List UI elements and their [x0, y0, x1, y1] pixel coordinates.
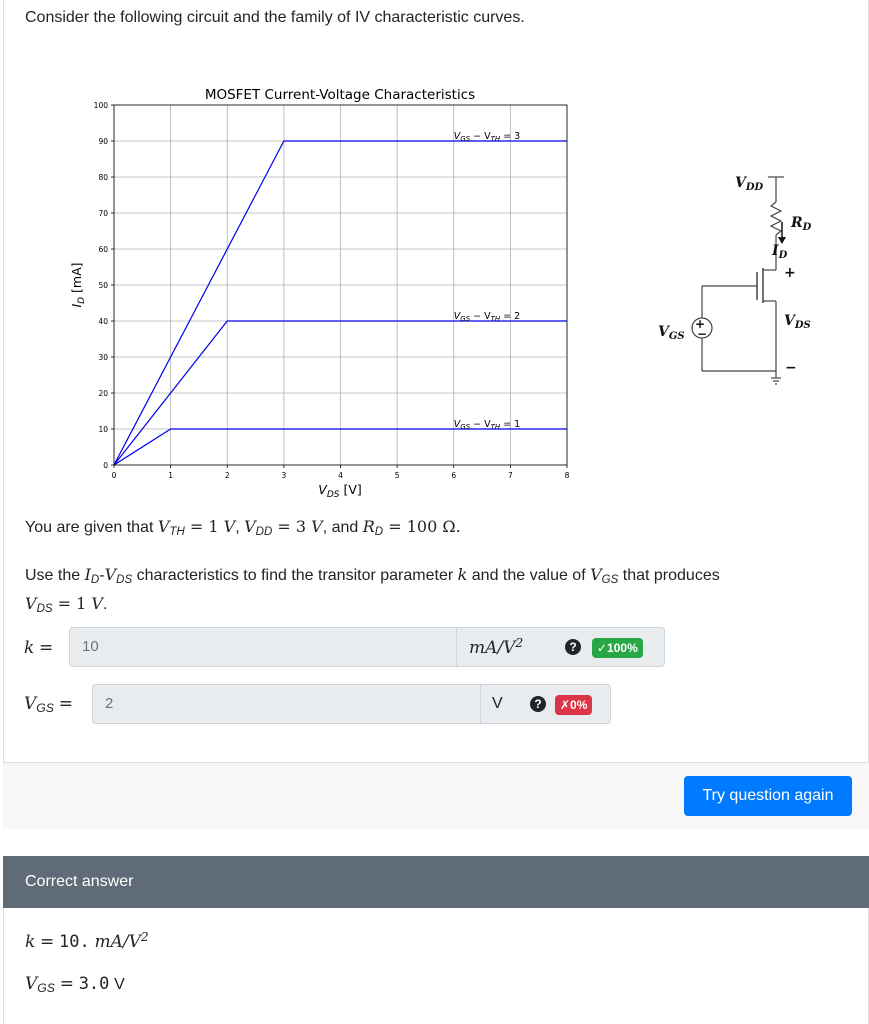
vds-label: $V_{DS}$ — [784, 313, 811, 331]
series-label-3: $V_{GS} - V_{TH} = 3$ — [453, 131, 521, 143]
y-tick-label: 80 — [98, 173, 108, 182]
question-intro: Consider the following circuit and the family of IV characteristic curves. — [25, 9, 525, 26]
y-axis-label: $I_D$ [mA] — [69, 262, 87, 308]
x-tick-labels — [112, 471, 570, 480]
y-tick-label: 10 — [98, 425, 108, 434]
rd-label: $R_D$ — [791, 215, 812, 233]
y-tick-label: 50 — [98, 281, 108, 290]
x-tick-label: 6 — [451, 471, 457, 480]
x-axis-label: $V_{DS}$ [V] — [318, 482, 362, 500]
y-tick-label: 30 — [98, 353, 108, 362]
series-label-1: $V_{GS} - V_{TH} = 1$ — [453, 419, 521, 431]
x-tick-label: 1 — [168, 471, 174, 480]
k-help-icon[interactable]: ? — [565, 639, 581, 655]
k-unit: $mA/V^2$ — [457, 627, 665, 667]
correct-k: k = 10. $mA/V^2$ — [25, 930, 149, 953]
vds-plus: + — [784, 265, 796, 281]
svg-text:−: − — [696, 327, 708, 341]
correct-answer-header: Correct answer — [3, 856, 869, 908]
y-tick-label: 60 — [98, 245, 108, 254]
mosfet-circuit — [640, 160, 830, 400]
try-again-button[interactable]: Try question again — [684, 776, 852, 816]
chart-grid — [111, 105, 567, 468]
y-tick-label: 0 — [103, 461, 108, 470]
y-tick-label: 20 — [98, 389, 108, 398]
resistor-rd — [771, 202, 781, 235]
chart-title: MOSFET Current-Voltage Characteristics — [204, 87, 476, 103]
instruction-statement: Use the $I_D-V_{DS}$ characteristics to find the transitor parameter k and the value of $V_{GS}$ that produces $V_{DS} = 1$ V. — [25, 565, 720, 615]
correct-answer-body — [3, 908, 869, 1024]
x-tick-label: 0 — [111, 471, 117, 480]
iv-chart — [55, 80, 585, 505]
vgs-help-icon[interactable]: ? — [530, 696, 546, 712]
y-tick-label: 100 — [93, 101, 108, 110]
vgs-label: $V_{GS}$ = — [24, 694, 73, 716]
y-tick-label: 40 — [98, 317, 108, 326]
k-input[interactable]: 10 — [69, 627, 457, 667]
series-label-2: $V_{GS} - V_{TH} = 2$ — [453, 311, 521, 323]
vdd-label: $V_{DD}$ — [735, 175, 764, 193]
vgs-score-badge: ✗0% — [555, 695, 592, 715]
vgs-unit: V — [481, 684, 611, 724]
k-score-badge: ✓100% — [592, 638, 643, 658]
x-tick-label: 3 — [281, 471, 287, 480]
y-tick-label: 90 — [98, 137, 108, 146]
vds-minus: − — [785, 360, 797, 376]
given-statement: You are given that $V_{TH} = 1$ V, $V_{DD} = 3$ V, and $R_D = 100$ Ω. — [25, 517, 461, 538]
vgs-label: $V_{GS}$ — [658, 324, 685, 342]
svg-text:+: + — [694, 317, 706, 331]
y-tick-label: 70 — [98, 209, 108, 218]
x-tick-label: 8 — [564, 471, 570, 480]
y-tick-labels — [94, 101, 109, 470]
k-label: k = — [24, 638, 54, 658]
x-tick-label: 7 — [507, 471, 513, 480]
x-tick-label: 2 — [224, 471, 230, 480]
x-tick-label: 5 — [394, 471, 400, 480]
vgs-input[interactable]: 2 — [92, 684, 481, 724]
id-label: $I_D$ — [772, 243, 788, 261]
x-tick-label: 4 — [338, 471, 343, 480]
correct-vgs: $V_{GS} = 3.0$ V — [25, 974, 125, 996]
